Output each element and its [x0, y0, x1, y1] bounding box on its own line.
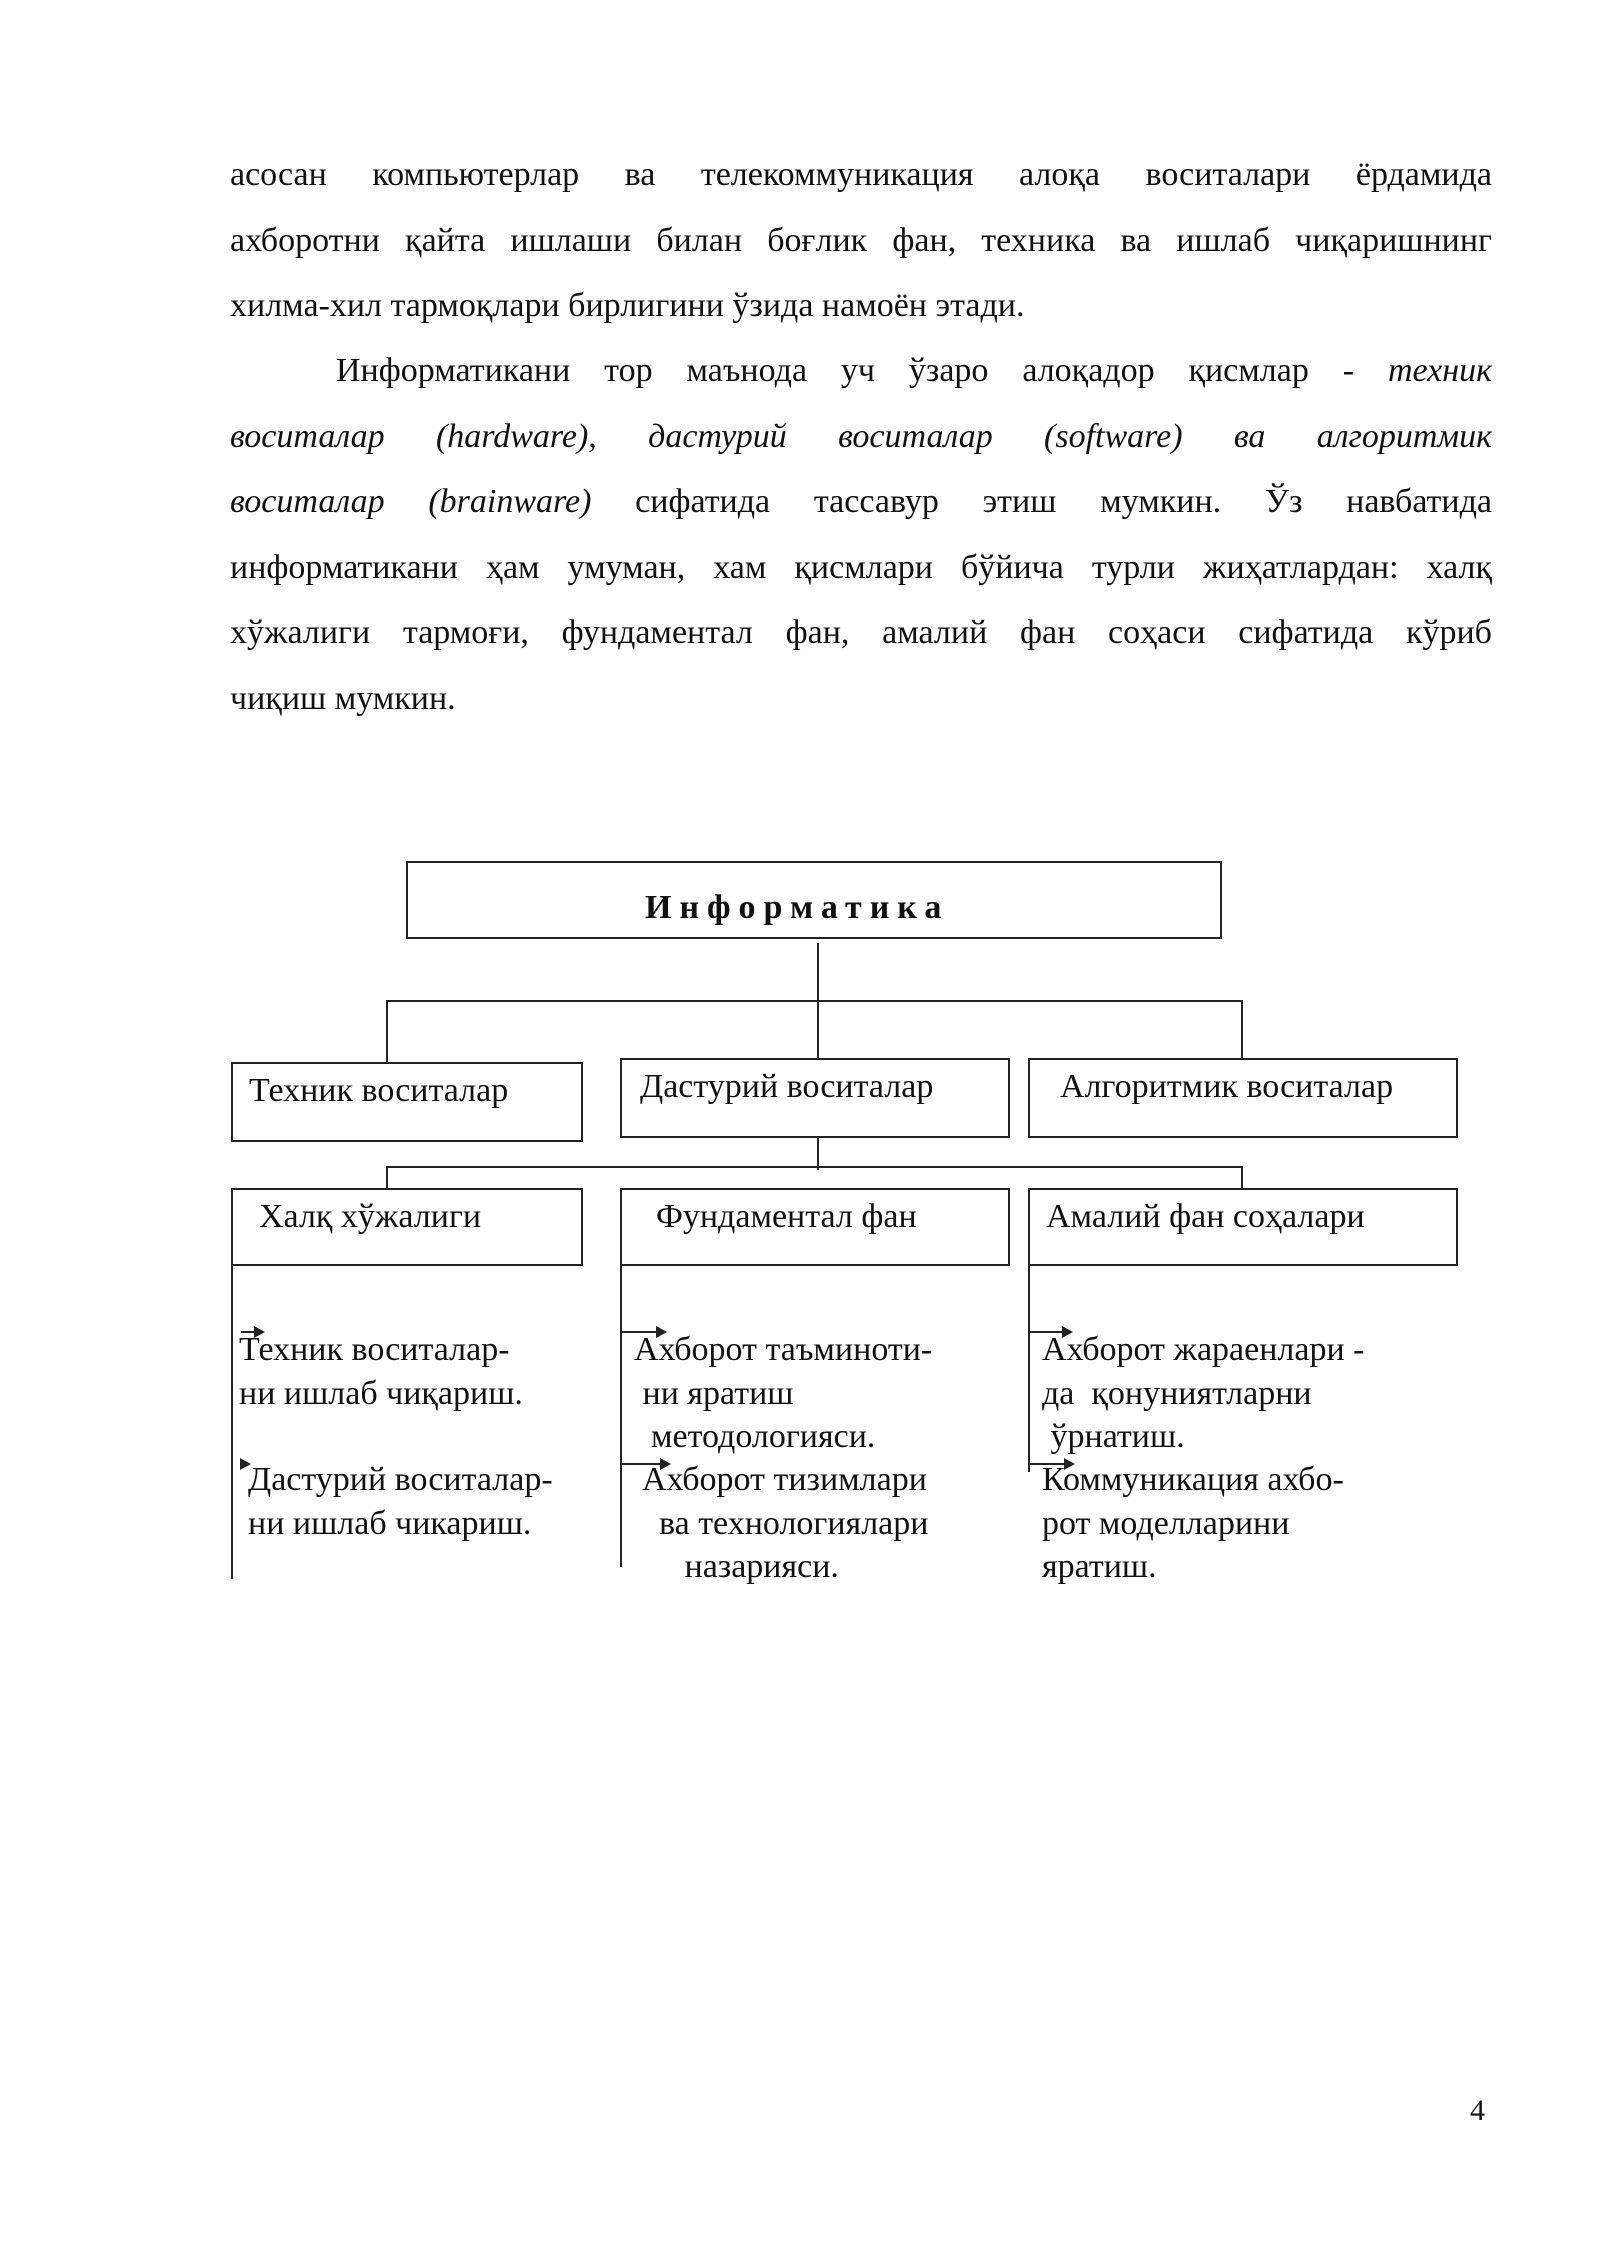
connector-col2-trunk	[620, 1262, 622, 1567]
p2-l3-italic: воситалар (brainware)	[230, 483, 592, 520]
root-box	[406, 861, 1222, 939]
leaf-col2-a: Ахборот таъминоти- ни яратиш методологияси.	[634, 1331, 933, 1455]
leaf-col1-b: Дастурий воситалар- ни ишлаб чикариш.	[248, 1461, 553, 1542]
level1-label-brainware: Алгоритмик воситалар	[1060, 1068, 1394, 1105]
paragraph-1-line-3: хилма-хил тармоқлари бирлигини ўзида намоён этади.	[230, 287, 1025, 324]
paragraph-2	[230, 338, 1492, 731]
paragraph-1-line-2: ахборотни қайта ишлаши билан боғлик фан, техника ва ишлаб чиқаришнинг	[230, 221, 1492, 259]
connector-level2-right	[1241, 1166, 1243, 1190]
connector-level2-left	[386, 1166, 388, 1190]
connector-level2-bar	[386, 1166, 1243, 1168]
paragraph-2-line-5: хўжалиги тармоғи, фундаментал фан, амалий фан соҳаси сифатида кўриб	[230, 614, 1492, 651]
connector-level1-left	[386, 1000, 388, 1062]
level1-box-brainware	[1028, 1058, 1458, 1138]
level1-box-hardware	[231, 1062, 583, 1142]
leaf-col1-a: Техник воситалар- ни ишлаб чиқариш.	[239, 1331, 523, 1412]
paragraph-2-line-3	[230, 469, 1492, 535]
level1-box-software	[620, 1058, 1010, 1138]
leaf-col3-a: Ахборот жараенлари - да қонуниятларни ўрнатиш.	[1042, 1331, 1365, 1455]
level2-box-economy	[231, 1188, 583, 1266]
connector-col3-trunk	[1028, 1262, 1030, 1472]
paragraph-2-line-6: чиқиш мумкин.	[230, 679, 456, 717]
page-number: 4	[1470, 2094, 1485, 2127]
level2-box-applied	[1028, 1188, 1458, 1266]
paragraph-1	[230, 142, 1492, 339]
level1-label-hardware: Техник воситалар	[249, 1072, 509, 1109]
paragraph-1-line-1: асосан компьютерлар ва телекоммуникация алоқа воситалари ёрдамида	[230, 156, 1492, 193]
p2-l3-normal: сифатида тассавур этиш мумкин. Ўз навбатида	[591, 483, 1492, 520]
level2-label-fundamental: Фундаментал фан	[656, 1198, 917, 1235]
level2-label-applied: Амалий фан соҳалари	[1046, 1198, 1365, 1235]
root-box-title: Информатика	[645, 889, 950, 926]
level1-label-software: Дастурий воситалар	[640, 1068, 934, 1105]
connector-root-down	[817, 943, 819, 1066]
level2-box-fundamental	[620, 1188, 1010, 1266]
paragraph-2-line-1	[230, 338, 1492, 404]
leaf-col2-b: Ахборот тизимлари ва технологиялари назарияси.	[642, 1461, 929, 1585]
p2-l1-normal: Информатикани тор маънода уч ўзаро алоқадор қисмлар -	[336, 352, 1388, 389]
connector-level1-bar	[386, 1000, 1243, 1002]
level2-label-economy: Халқ хўжалиги	[259, 1198, 482, 1235]
paragraph-2-line-2: воситалар (hardware), дастурий воситалар (software) ва алгоритмик	[230, 417, 1492, 455]
leaf-col3-b: Коммуникация ахбо- рот моделларини яратиш.	[1042, 1461, 1344, 1585]
connector-level1-right	[1241, 1000, 1243, 1062]
p2-l1-italic: техник	[1387, 352, 1492, 389]
paragraph-2-line-4: информатикани ҳам умуман, хам қисмлари бўйича турли жиҳатлардан: халқ	[230, 548, 1492, 586]
connector-mid-down	[817, 1134, 819, 1170]
connector-col1-trunk	[231, 1262, 233, 1579]
